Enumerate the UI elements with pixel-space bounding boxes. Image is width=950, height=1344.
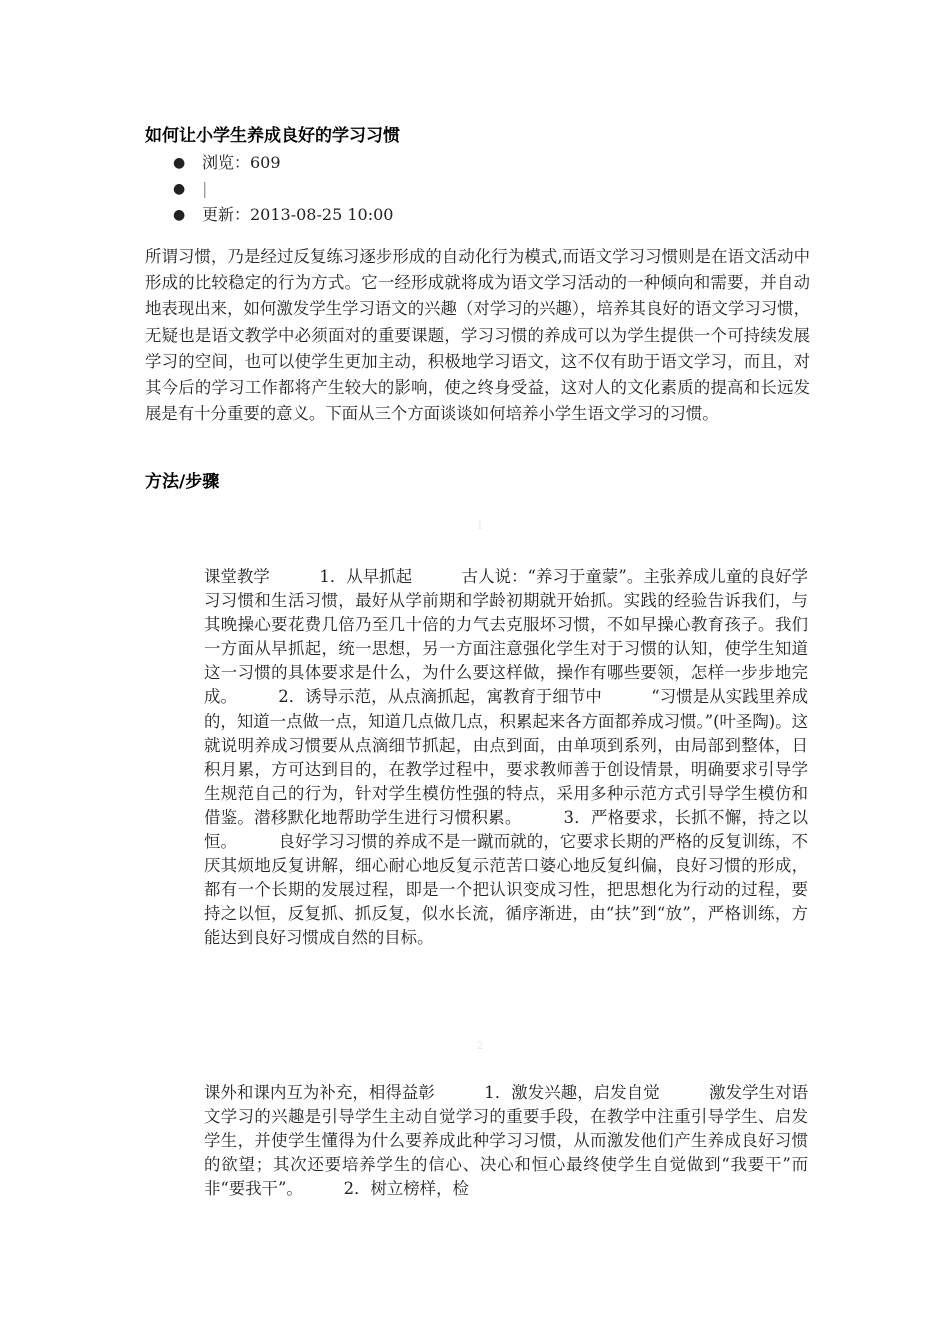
article-title: 如何让小学生养成良好的学习习惯 <box>145 126 400 146</box>
meta-updated <box>145 202 393 228</box>
meta-separator <box>145 176 393 202</box>
bullet-icon: ● <box>173 207 186 223</box>
method-heading: 方法/步骤 <box>145 472 220 492</box>
step-1-text: 课堂教学 1．从早抓起 古人说：“养习于童蒙”。主张养成儿童的良好学习习惯和生活习惯，最好从学前期和学龄初期就开始抓。实践的经验告诉我们，与其晚操心要花费几倍乃至几十倍的力气去克服坏习惯，不如早操心教育孩子。我们一方面从早抓起，统一思想，另一方面注意强化学生对于习惯的认知，使学生知道这一习惯的具体要求是什么，为什么要这样做，操作有哪些要领，怎样一步步地完成。 2．诱导示范，从点滴抓起，寓教育于细节中 “习惯是从实践里养成的，知道一点做一点，知道几点做几点，积累起来各方面都养成习惯。”(叶圣陶)。这就说明养成习惯要从点滴细节抓起，由点到面，由单项到系列，由局部到整体，日积月累，方可达到目的，在教学过程中，要求教师善于创设情景，明确要求引导学生规范自己的行为，针对学生模仿性强的特点，采用多种示范方式引导学生模仿和借鉴。潜移默化地帮助学生进行习惯积累。 3．严格要求，长抓不懈，持之以恒。 良好学习习惯的养成不是一蹴而就的，它要求长期的严格的反复训练，不厌其烦地反复讲解，细心耐心地反复示范苦口婆心地反复纠偏，良好习惯的形成，都有一个长期的发展过程，即是一个把认识变成习性，把思想化为行动的过程，要持之以恒，反复抓、抓反复，似水长流，循序渐进，由“扶”到“放”，严格训练，方能达到良好习惯成自然的目标。 <box>204 567 808 948</box>
intro-paragraph: 所谓习惯，乃是经过反复练习逐步形成的自动化行为模式,而语文学习习惯则是在语文活动中形成的比较稳定的行为方式。它一经形成就将成为语文学习活动的一种倾向和需要，并自动地表现出来，如何激发学生学习语文的兴趣（对学习的兴趣），培养其良好的语文学习习惯，无疑也是语文教学中必须面对的重要课题，学习习惯的养成可以为学生提供一个可持续发展学习的空间，也可以使学生更加主动，积极地学习语文，这不仅有助于语文学习，而且，对其今后的学习工作都将产生较大的影响，使之终身受益，这对人的文化素质的提高和长远发展是有十分重要的意义。下面从三个方面谈谈如何培养小学生语文学习的习惯。 <box>145 247 810 424</box>
meta-separator-text: | <box>202 179 208 198</box>
step-number-1: 1 <box>476 519 484 532</box>
meta-views <box>145 150 393 176</box>
step-2-text: 课外和课内互为补充，相得益彰 1．激发兴趣，启发自觉 激发学生对语文学习的兴趣是引导学生主动自觉学习的重要手段，在教学中注重引导学生、启发学生，并使学生懂得为什么要养成此种学习习惯，从而激发他们产生养成良好习惯的欲望；其次还要培养学生的信心、决心和恒心最终使学生自觉做到“我要干”而非“要我干”。 2．树立榜样，检 <box>204 1083 808 1199</box>
meta-views-text: 浏览：609 <box>202 153 281 172</box>
step-number-2: 2 <box>476 1039 484 1052</box>
bullet-icon: ● <box>173 155 186 171</box>
bullet-icon: ● <box>173 181 186 197</box>
article-meta-list <box>145 150 393 228</box>
meta-updated-text: 更新：2013-08-25 10:00 <box>202 205 394 224</box>
